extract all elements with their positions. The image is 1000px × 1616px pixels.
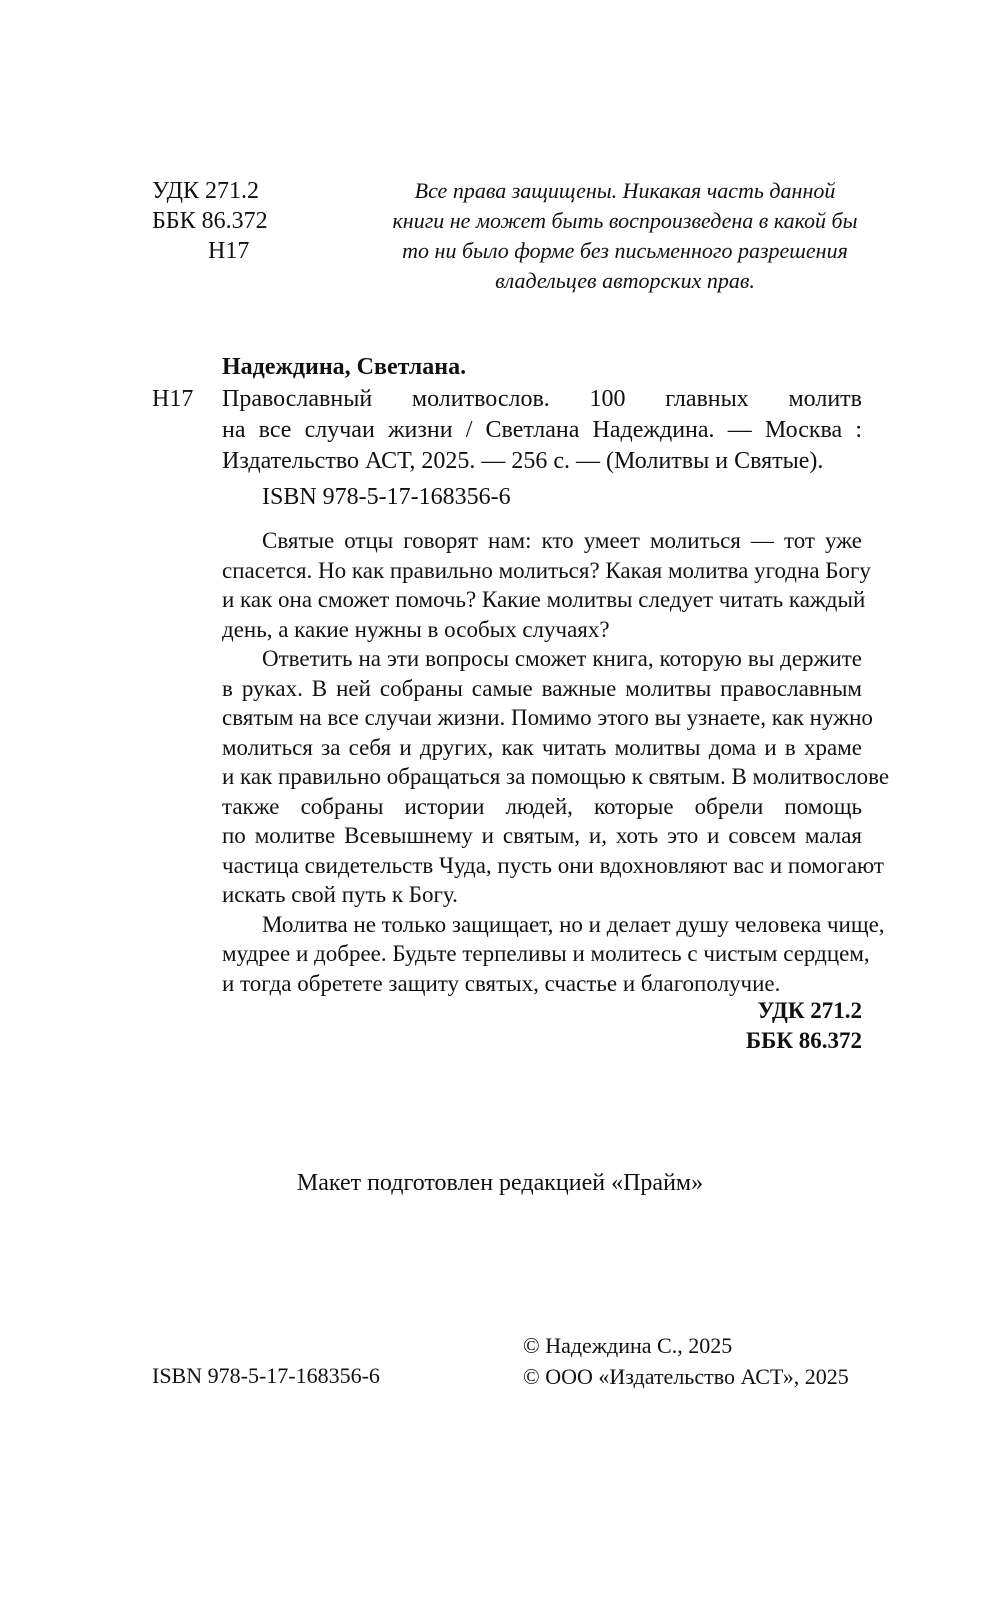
bibliography-author: Надеждина, Светлана. (222, 354, 467, 380)
rights-notice (380, 176, 870, 296)
annotation-line: и как она сможет помочь? Какие молитвы следует читать каждый (222, 587, 866, 612)
annotation-classification (620, 996, 862, 1056)
annotation-line: в руках. В ней собраны самые важные молитвы православным (222, 675, 862, 701)
annotation-line: по молитве Всевышнему и святым, и, хоть это и совсем малая (222, 823, 862, 848)
bbk-code: ББК 86.372 (745, 1028, 862, 1053)
author-sign: Н17 (208, 238, 250, 264)
rights-line: то ни было форме без письменного разрешения (402, 238, 848, 263)
bibliography-line: Издательство АСТ, 2025. — 256 с. — (Молитвы и Святые). (222, 448, 824, 474)
rights-line: владельцев авторских прав. (495, 268, 755, 293)
bibliography-line: Православный молитвослов. 100 главных молитв (222, 386, 862, 412)
bibliography-sign: Н17 (152, 386, 194, 412)
copyright-author: © Надеждина С., 2025 (523, 1333, 733, 1358)
annotation-line: святым на все случаи жизни. Помимо этого вы узнаете, как нужно (222, 705, 873, 730)
bibliography-line: на все случаи жизни / Светлана Надеждина. — Москва : (222, 417, 862, 443)
annotation-line: и тогда обретете защиту святых, счастье и благополучие. (222, 970, 781, 996)
annotation-line: также собраны истории людей, которые обрели помощь (222, 793, 862, 819)
classification-codes (152, 176, 268, 266)
annotation-line: и как правильно обращаться за помощью к святым. В молитвослове (222, 764, 890, 789)
annotation-line: молиться за себя и других, как читать молитвы дома и в храме (222, 734, 862, 760)
annotation-line: мудрее и добрее. Будьте терпеливы и молитесь с чистым сердцем, (222, 941, 870, 966)
annotation-line: спасется. Но как правильно молиться? Какая молитва угодна Богу (222, 557, 871, 583)
bibliography-description (222, 384, 862, 477)
annotation (222, 526, 890, 998)
bbk-code: ББК 86.372 (152, 208, 268, 234)
rights-line: книги не может быть воспроизведена в какой бы (392, 208, 858, 233)
udk-code: УДК 271.2 (152, 178, 259, 204)
annotation-line: Молитва не только защищает, но и делает душу человека чище, (262, 911, 885, 937)
annotation-line: Святые отцы говорят нам: кто умеет молиться — тот уже (262, 528, 862, 553)
annotation-line: искать свой путь к Богу. (222, 882, 458, 907)
rights-line: Все права защищены. Никакая часть данной (414, 178, 836, 203)
bibliography-isbn: ISBN 978-5-17-168356-6 (262, 484, 511, 510)
annotation-line: частица свидетельств Чуда, пусть они вдохновляют вас и помогают (222, 852, 884, 878)
annotation-line: день, а какие нужны в особых случаях? (222, 616, 610, 642)
annotation-line: Ответить на эти вопросы сможет книга, которую вы держите (262, 646, 862, 671)
copyright-publisher: © ООО «Издательство АСТ», 2025 (523, 1364, 849, 1389)
layout-note: Макет подготовлен редакцией «Прайм» (296, 1170, 704, 1196)
copyright-block (523, 1330, 849, 1392)
footer-isbn: ISBN 978-5-17-168356-6 (152, 1363, 380, 1388)
udk-code: УДК 271.2 (757, 998, 862, 1023)
